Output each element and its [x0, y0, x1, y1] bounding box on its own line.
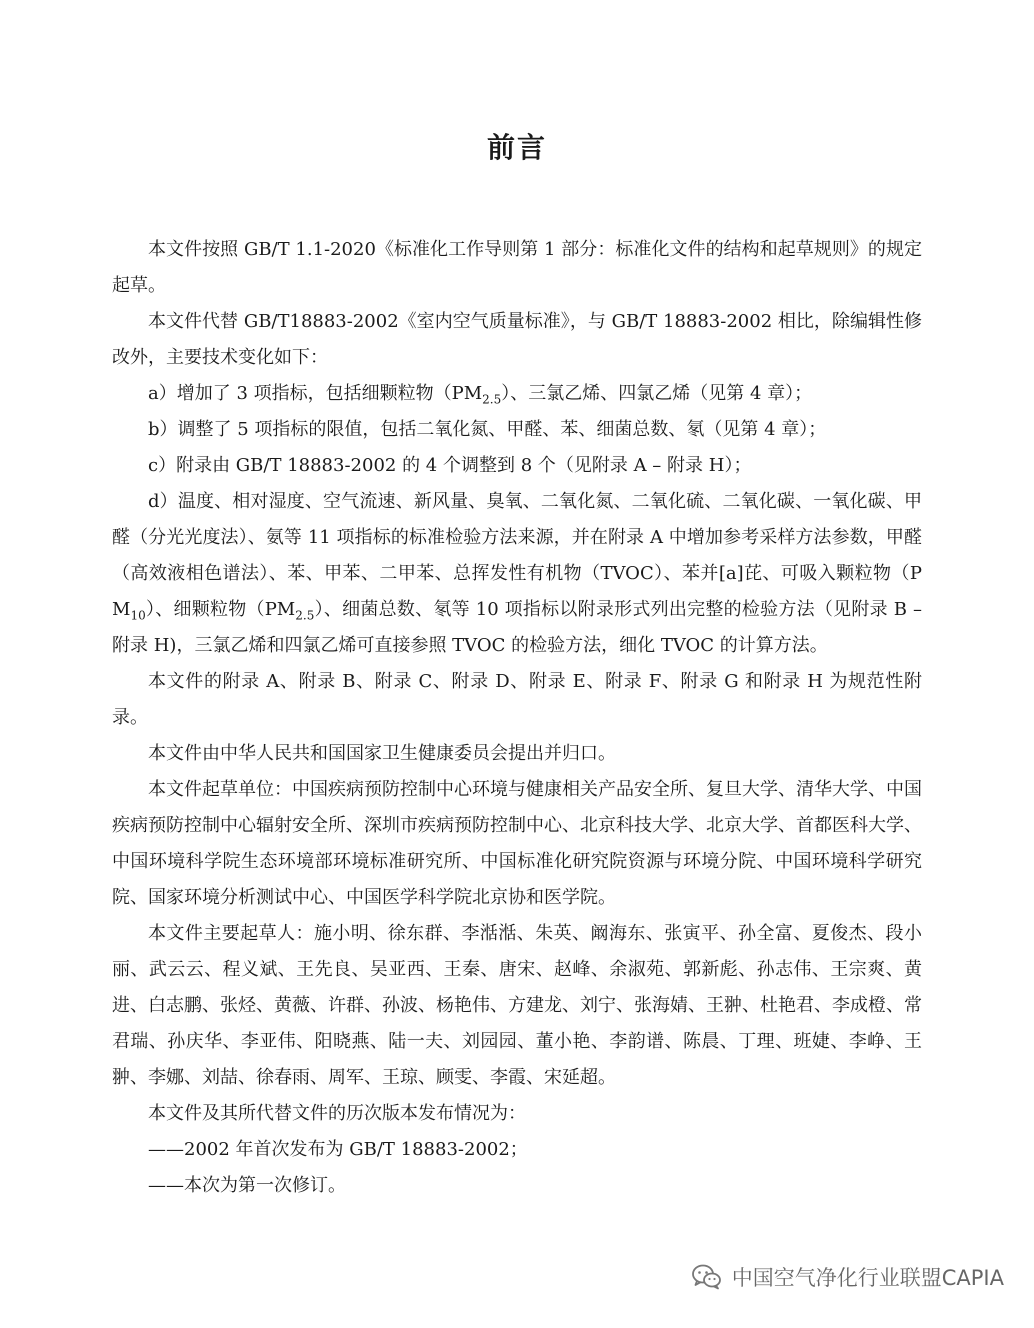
page-title: 前言 [486, 131, 547, 164]
document-body [112, 232, 922, 1204]
paragraph-proposer: 本文件由中华人民共和国国家卫生健康委员会提出并归口。 [148, 743, 616, 764]
paragraph-replacement: 本文件代替 GB/T18883-2002《室内空气质量标准》，与 GB/T 18883-2002 相比，除编辑性修改外，主要技术变化如下： [112, 311, 922, 368]
change-d-text-2: ）、细颗粒物（PM [145, 599, 296, 620]
change-d-text-3: ）、细菌总数、氡等 10 项指标以附录形式列出完整的检验方法（见附录 B –附录 H)，三氯乙烯和四氯乙烯可直接参照 TVOC 的检验方法，细化 TVOC 的计算方法。 [112, 599, 923, 656]
change-a-subscript: 2.5 [482, 392, 502, 407]
paragraph-drafting-units: 本文件起草单位：中国疾病预防控制中心环境与健康相关产品安全所、复旦大学、清华大学、中国疾病预防控制中心辐射安全所、深圳市疾病预防控制中心、北京科技大学、北京大学、首都医科大学、中国环境科学院生态环境部环境标准研究所、中国标准化研究院资源与环境分院、中国环境科学研究院、国家环境分析测试中心、中国医学科学院北京协和医学院。 [112, 779, 922, 908]
paragraph-drafters: 本文件主要起草人：施小明、徐东群、李湉湉、朱英、阚海东、张寅平、孙全富、夏俊杰、段小丽、武云云、程义斌、王先良、吴亚西、王秦、唐宋、赵峰、余淑苑、郭新彪、孙志伟、王宗爽、黄进、白志鹏、张烃、黄薇、许群、孙波、杨艳伟、方建龙、刘宁、张海婧、王翀、杜艳君、李成橙、常君瑞、孙庆华、李亚伟、阳晓燕、陆一夫、刘园园、董小艳、李韵谱、陈晨、丁理、班婕、李峥、王翀、李娜、刘喆、徐春雨、周军、王琼、顾雯、李霞、宋延超。 [112, 923, 922, 1088]
watermark-text: 中国空气净化行业联盟CAPIA [731, 1266, 1004, 1290]
paragraph-change-b: b）调整了 5 项指标的限值，包括二氧化氮、甲醛、苯、细菌总数、氡（见第 4 章）； [148, 419, 827, 440]
paragraph-history-intro: 本文件及其所代替文件的历次版本发布情况为： [148, 1103, 526, 1124]
wechat-icon [692, 1264, 722, 1290]
change-d-subscript-1: 10 [130, 608, 146, 623]
paragraph-history-revision: ——本次为第一次修订。 [148, 1175, 346, 1196]
change-d-subscript-2: 2.5 [295, 608, 315, 623]
paragraph-appendices: 本文件的附录 A、附录 B、附录 C、附录 D、附录 E、附录 F、附录 G 和附录 H 为规范性附录。 [112, 671, 922, 728]
change-d-text-1: d）温度、相对湿度、空气流速、新风量、臭氧、二氧化氮、二氧化硫、二氧化碳、一氧化碳、甲醛（分光光度法）、氨等 11 项指标的标准检验方法来源，并在附录 A 中增加参考采样方法参数，甲醛（高效液相色谱法）、苯、甲苯、二甲苯、总挥发性有机物（TVOC）、苯并[a]芘、可吸入颗粒物（PM [112, 491, 922, 620]
paragraph-history-2002: ——2002 年首次发布为 GB/T 18883-2002； [148, 1139, 528, 1160]
change-a-text-1: a）增加了 3 项指标，包括细颗粒物（PM [148, 383, 483, 404]
paragraph-change-a [112, 376, 922, 412]
watermark [692, 1262, 1004, 1292]
paragraph-drafting-basis: 本文件按照 GB/T 1.1-2020《标准化工作导则第 1 部分：标准化文件的结构和起草规则》的规定起草。 [112, 239, 922, 296]
paragraph-change-c: c）附录由 GB/T 18883-2002 的 4 个调整到 8 个（见附录 A – 附录 H）； [148, 455, 752, 476]
change-a-text-2: ）、三氯乙烯、四氯乙烯（见第 4 章）； [501, 383, 813, 404]
paragraph-change-d [112, 484, 922, 664]
